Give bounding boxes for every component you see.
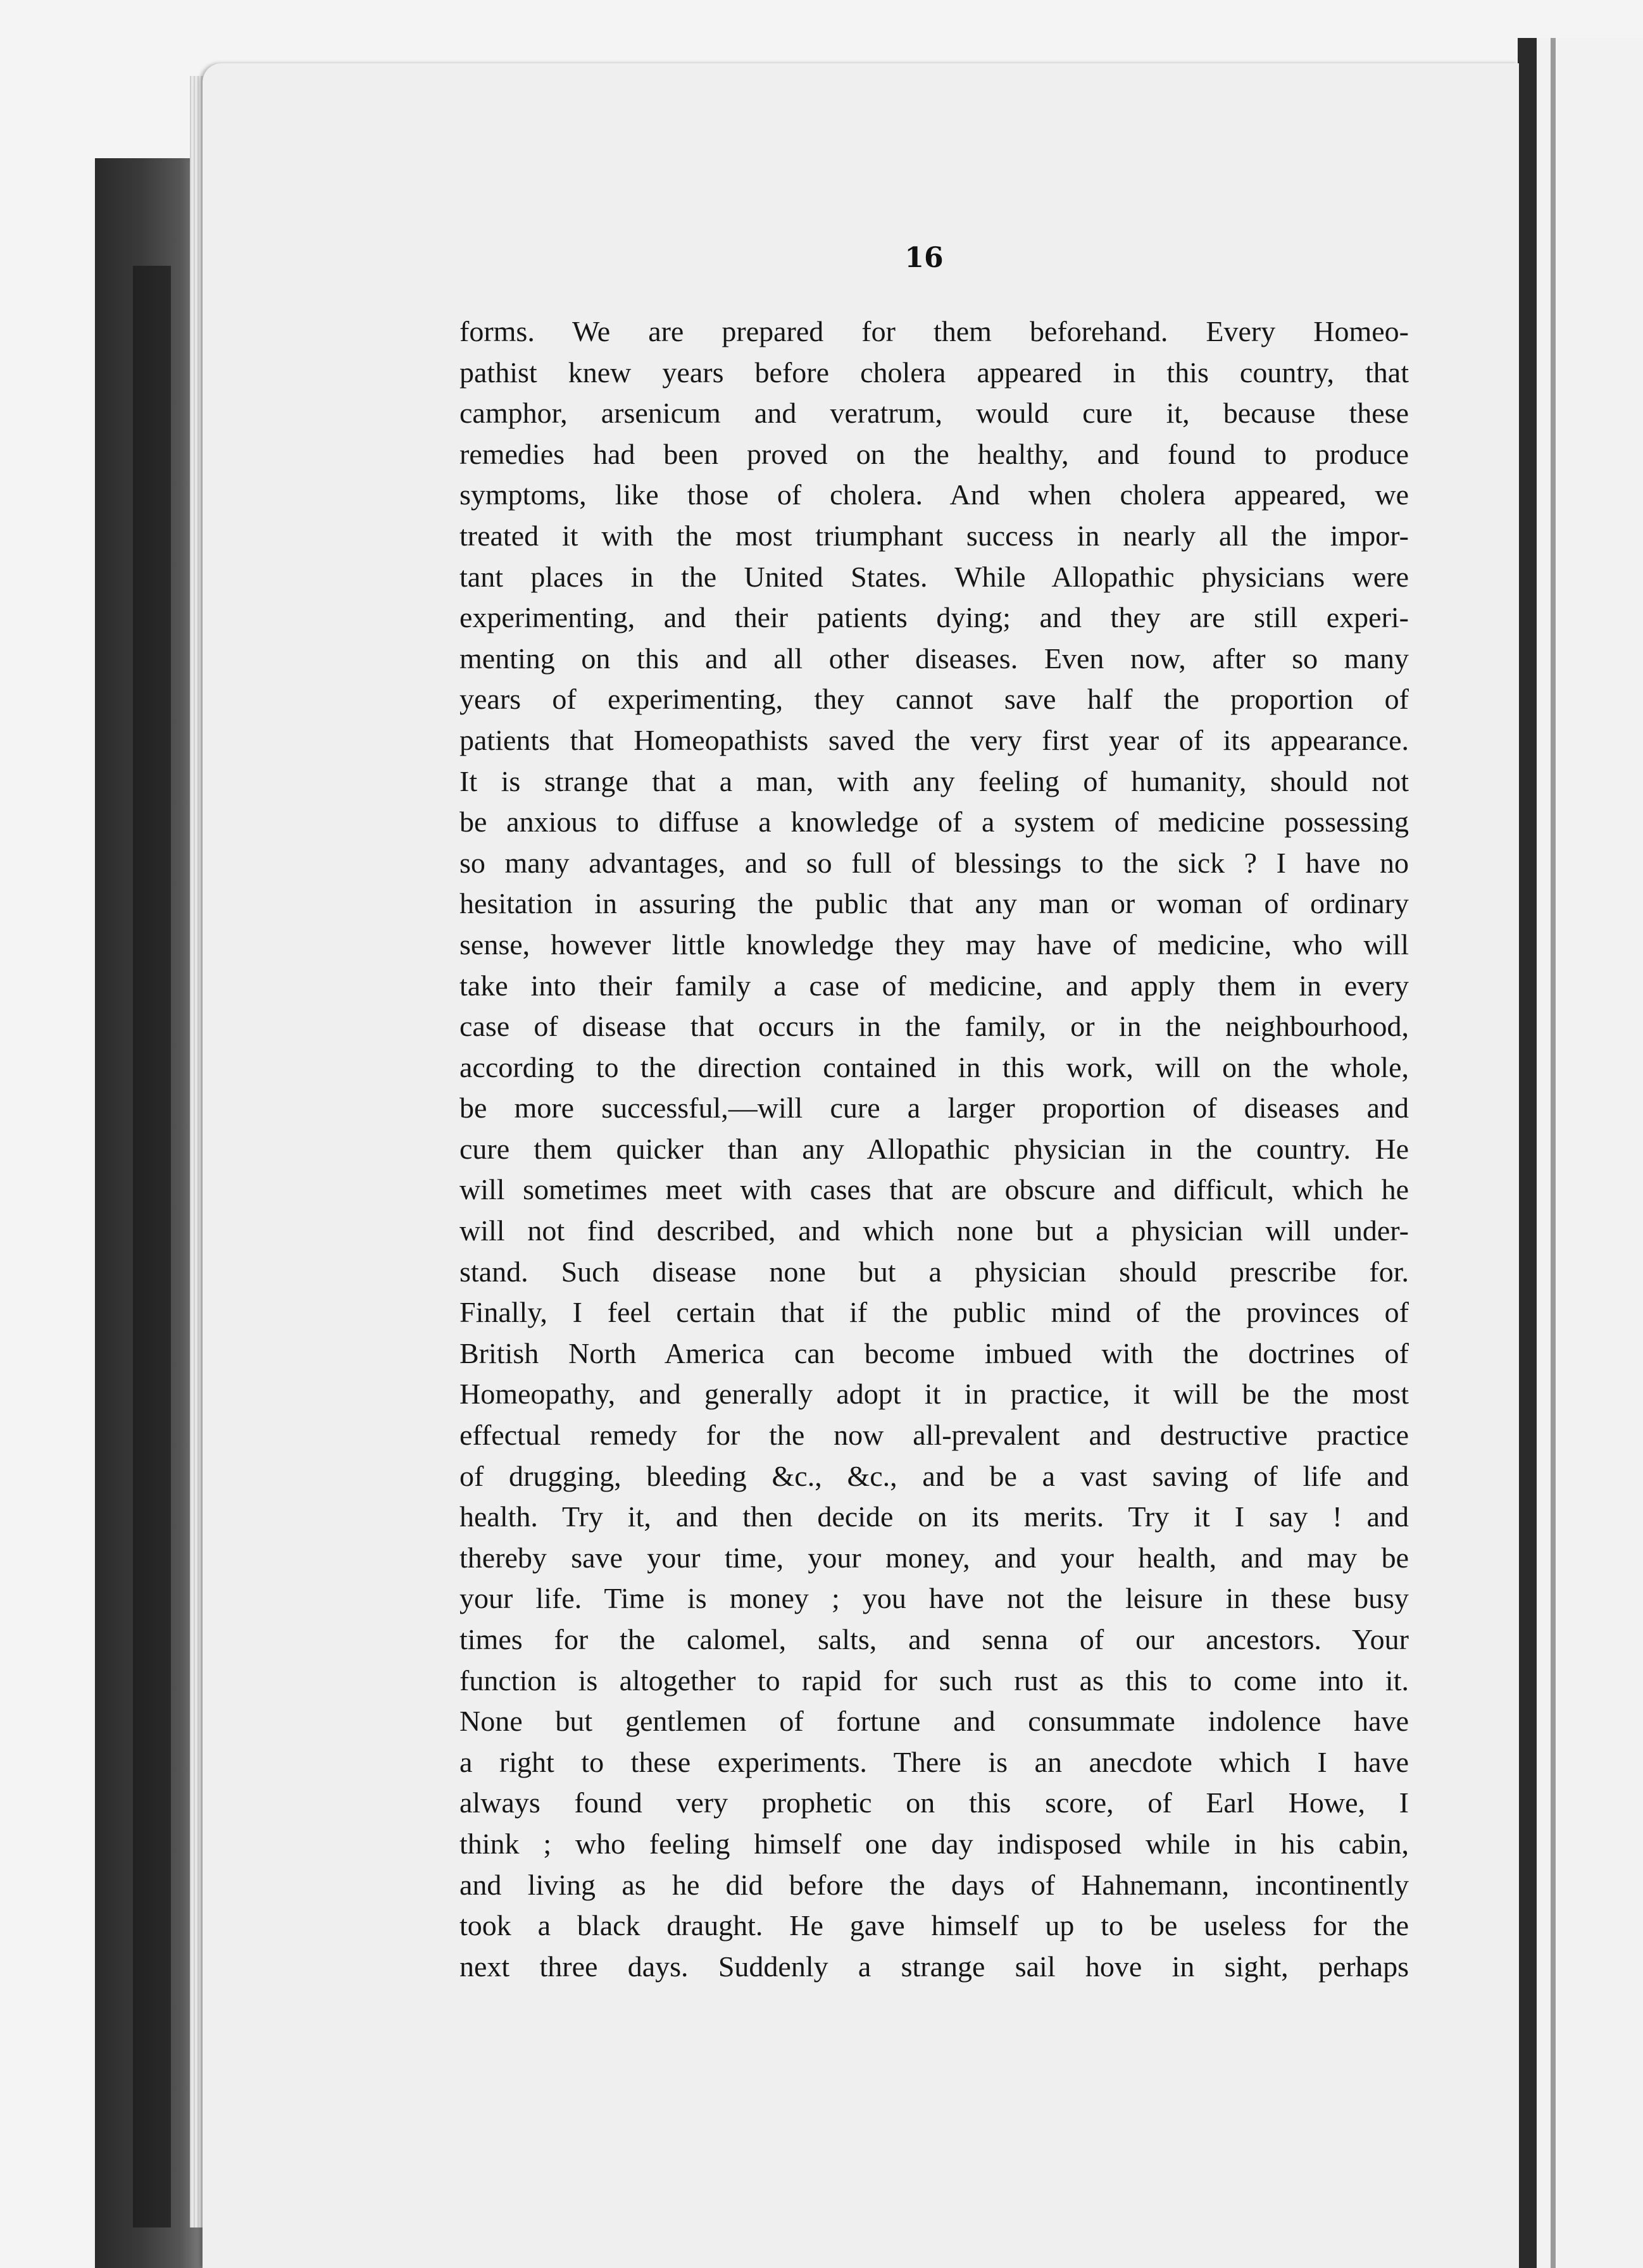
text-line: be anxious to diffuse a knowledge of a system of medicine possessing — [459, 806, 1409, 838]
text-line: next three days. Suddenly a strange sail hove in sight, perhaps — [459, 1950, 1409, 1983]
text-line: take into their family a case of medicine, and apply them in every — [459, 969, 1409, 1002]
text-line: sense, however little knowledge they may have of medicine, who will — [459, 928, 1409, 961]
text-line: and living as he did before the days of Hahnemann, incontinently — [459, 1868, 1409, 1901]
text-line: menting on this and all other diseases. Even now, after so many — [459, 642, 1409, 675]
text-line: case of disease that occurs in the family, or in the neighbourhood, — [459, 1010, 1409, 1043]
text-line: stand. Such disease none but a physician should prescribe for. — [459, 1255, 1409, 1288]
text-line: times for the calomel, salts, and senna of our ancestors. Your — [459, 1623, 1409, 1655]
text-line: will sometimes meet with cases that are obscure and difficult, which he — [459, 1173, 1409, 1206]
text-line: British North America can become imbued with the doctrines of — [459, 1336, 1409, 1369]
text-line: a right to these experiments. There is an anecdote which I have — [459, 1745, 1409, 1778]
text-line: forms. We are prepared for them beforehand. Every Homeo- — [459, 315, 1409, 347]
text-line: patients that Homeopathists saved the very first year of its appearance. — [459, 723, 1409, 756]
text-line: pathist knew years before cholera appeared in this country, that — [459, 356, 1409, 389]
text-line: your life. Time is money ; you have not the leisure in these busy — [459, 1582, 1409, 1615]
book-binding-shadow — [133, 266, 171, 2228]
text-line: tant places in the United States. While Allopathic physicians were — [459, 560, 1409, 593]
text-line: be more successful,—will cure a larger proportion of diseases and — [459, 1092, 1409, 1125]
text-line: remedies had been proved on the healthy, and found to produce — [459, 437, 1409, 470]
text-line: camphor, arsenicum and veratrum, would cure it, because these — [459, 397, 1409, 430]
text-line: treated it with the most triumphant success in nearly all the impor- — [459, 519, 1409, 552]
text-line: years of experimenting, they cannot save half the proportion of — [459, 683, 1409, 716]
text-line: so many advantages, and so full of blessings to the sick ? I have no — [459, 846, 1409, 879]
text-line: took a black draught. He gave himself up to be useless for the — [459, 1909, 1409, 1942]
text-line: None but gentlemen of fortune and consummate indolence have — [459, 1705, 1409, 1738]
text-line: of drugging, bleeding &c., &c., and be a vast saving of life and — [459, 1459, 1409, 1492]
page-number: 16 — [904, 242, 944, 274]
facing-page-edge — [1551, 38, 1556, 2268]
text-line: according to the direction contained in this work, will on the whole, — [459, 1050, 1409, 1083]
text-line: cure them quicker than any Allopathic physician in the country. He — [459, 1132, 1409, 1165]
text-line: It is strange that a man, with any feeling of humanity, should not — [459, 764, 1409, 797]
text-line: hesitation in assuring the public that any man or woman of ordinary — [459, 887, 1409, 920]
text-line: effectual remedy for the now all-prevalent and destructive practice — [459, 1419, 1409, 1452]
gutter-rule — [1518, 38, 1537, 2268]
text-line: Finally, I feel certain that if the public mind of the provinces of — [459, 1296, 1409, 1329]
text-line: thereby save your time, your money, and your health, and may be — [459, 1541, 1409, 1574]
text-line: think ; who feeling himself one day indisposed while in his cabin, — [459, 1827, 1409, 1860]
text-line: symptoms, like those of cholera. And when cholera appeared, we — [459, 478, 1409, 511]
text-line: Homeopathy, and generally adopt it in practice, it will be the most — [459, 1378, 1409, 1411]
page-body-text — [459, 311, 1409, 1987]
text-line: will not find described, and which none but a physician will under- — [459, 1214, 1409, 1247]
text-line: health. Try it, and then decide on its merits. Try it I say ! and — [459, 1500, 1409, 1533]
text-line: experimenting, and their patients dying; and they are still experi- — [459, 601, 1409, 634]
text-line: function is altogether to rapid for such rust as this to come into it. — [459, 1664, 1409, 1697]
text-line: always found very prophetic on this score, of Earl Howe, I — [459, 1786, 1409, 1819]
